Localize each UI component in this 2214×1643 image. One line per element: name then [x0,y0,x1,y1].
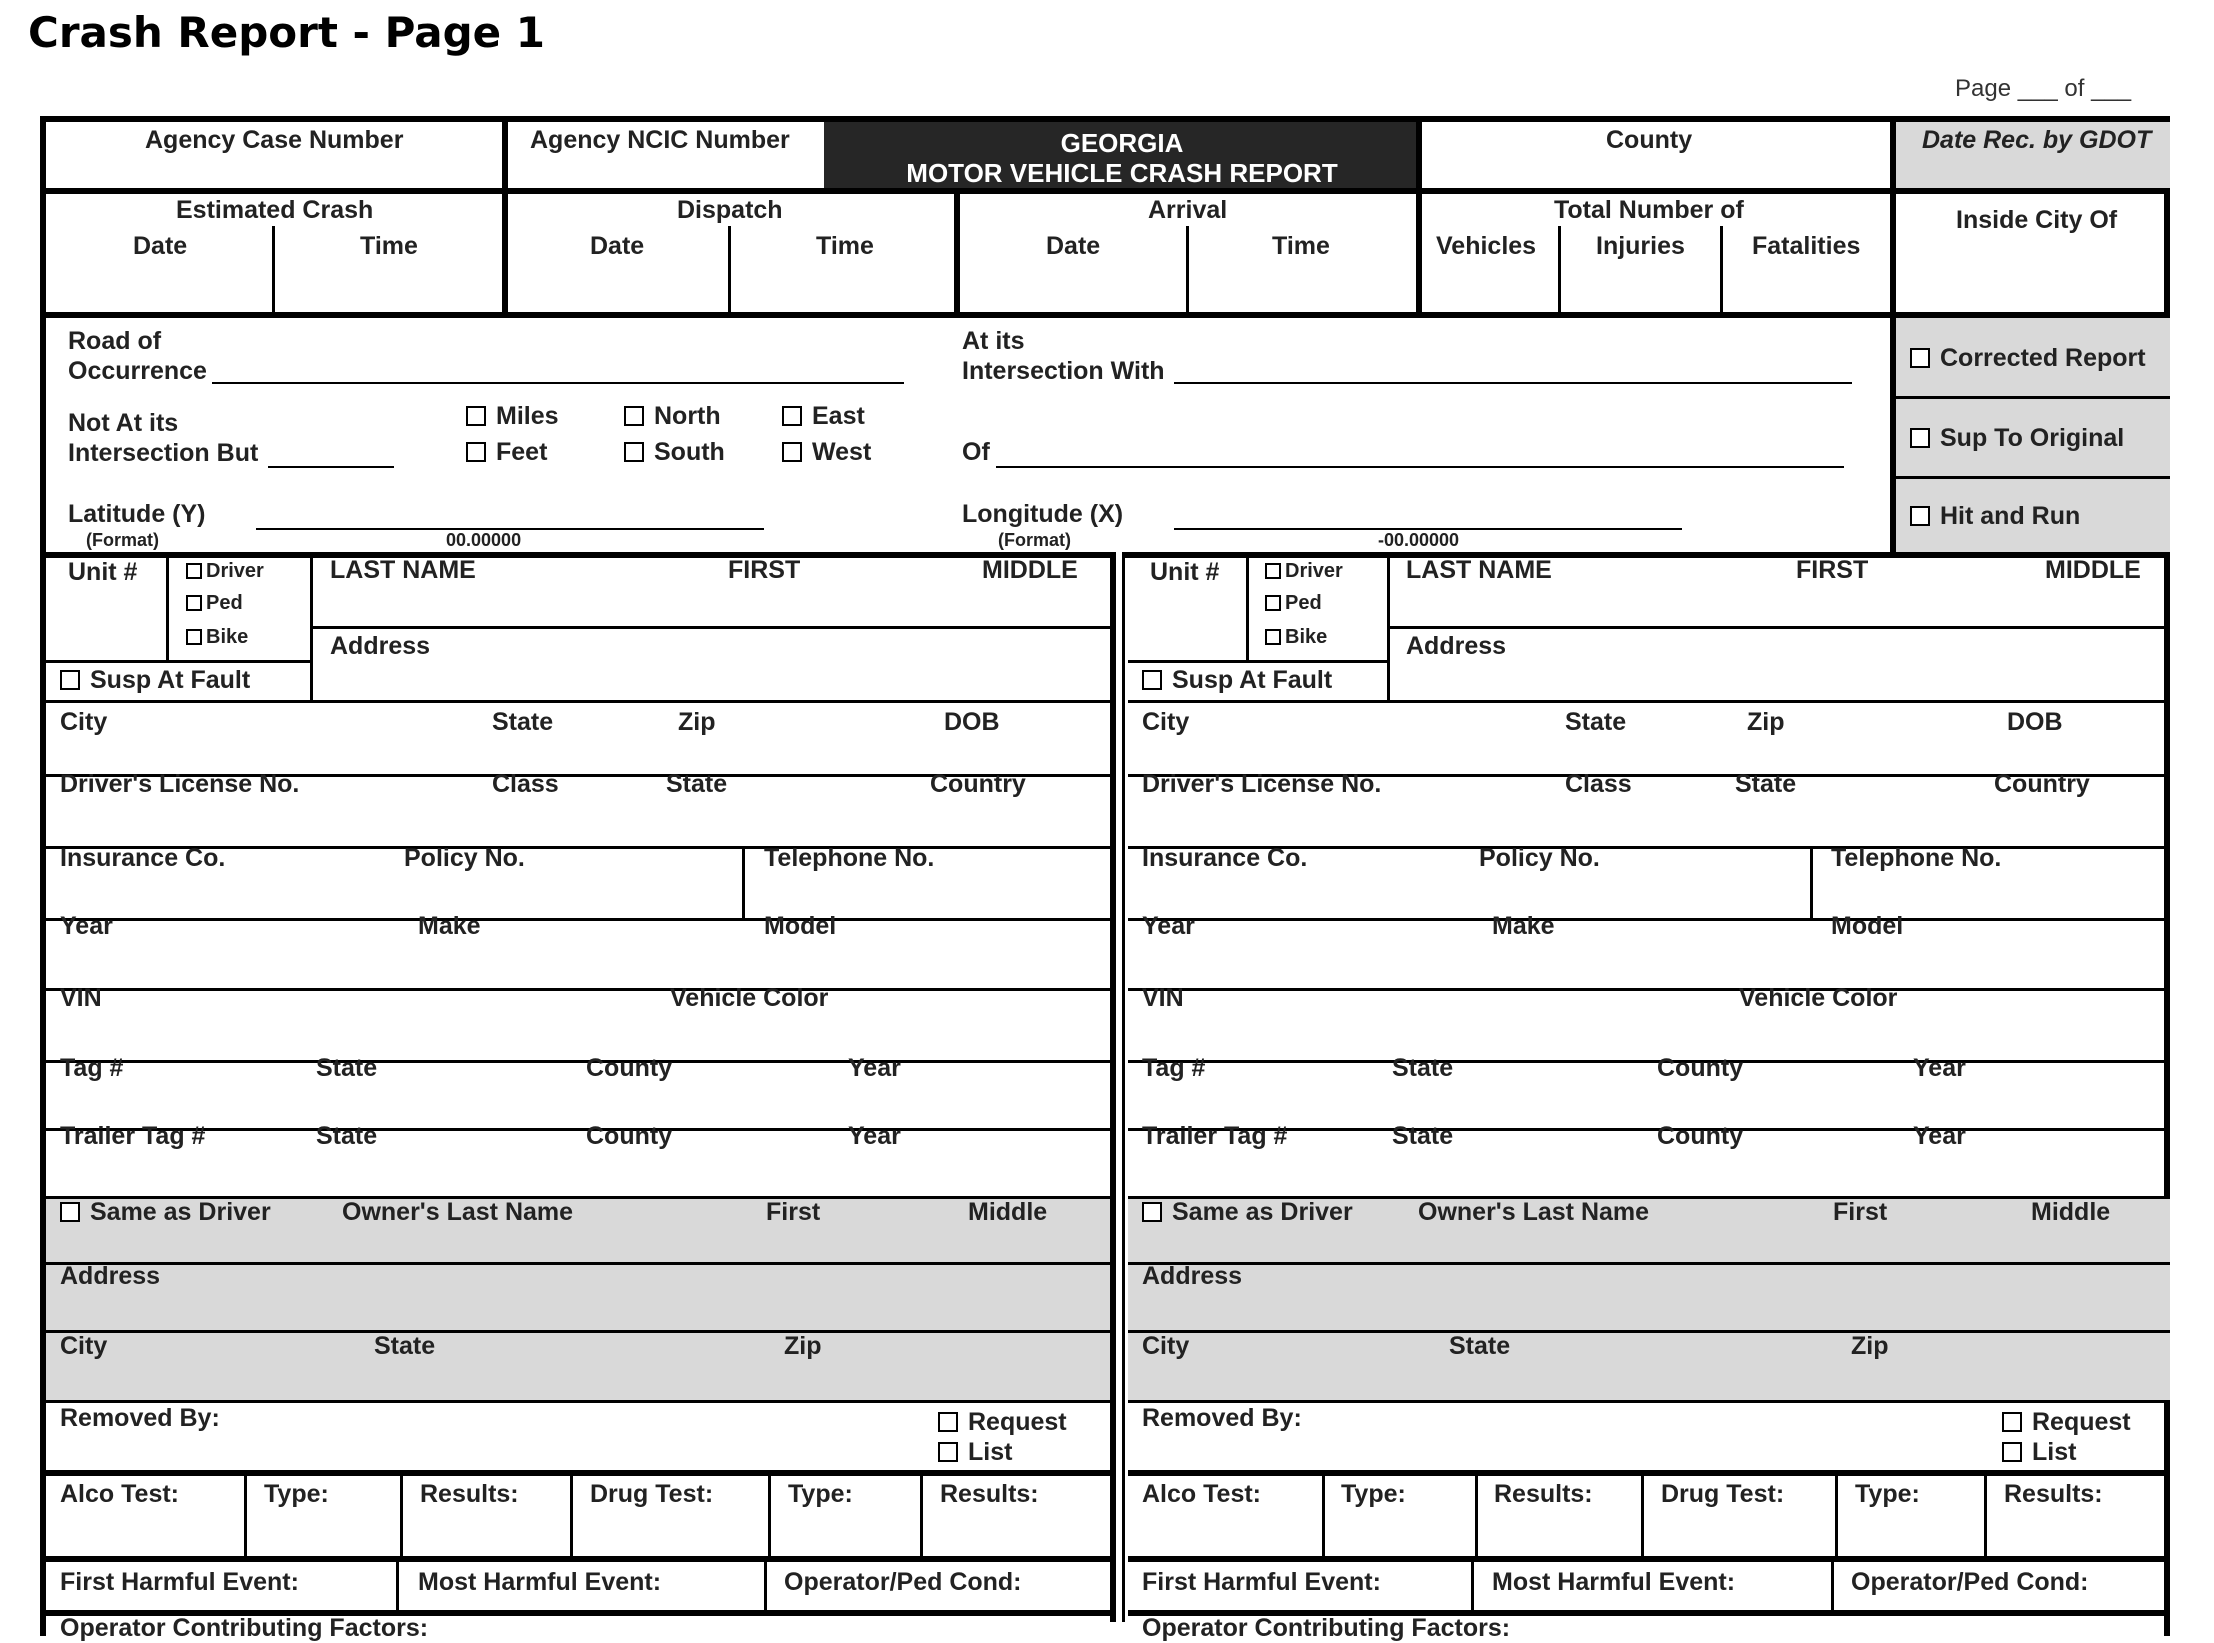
longitude-label: Longitude (X) [962,500,1124,528]
unit2-owner-first-label: First [1833,1198,1888,1226]
unit1-susp-fault-checkbox[interactable]: Susp At Fault [60,666,250,695]
est-time-label: Time [360,232,418,260]
unit2-owner-address-label: Address [1142,1262,1243,1290]
unit1-tag-state-label: State [316,1054,378,1082]
unit1-alco-type-label: Type: [264,1480,329,1508]
road-label: Road of Occurrence [68,327,207,385]
unit2-unit-label: Unit # [1150,558,1220,586]
unit2-contrib-label: Operator Contributing Factors: [1142,1614,1511,1642]
inside-city-label: Inside City Of [1956,206,2118,234]
unit2-state-label: State [1565,708,1627,736]
unit2-last-name-label: LAST NAME [1406,556,1552,584]
north-checkbox[interactable]: North [624,402,721,431]
unit1-driver-checkbox[interactable]: Driver [186,560,264,583]
unit1-owner-address-label: Address [60,1262,161,1290]
unit2-insurance-label: Insurance Co. [1142,844,1308,872]
unit1-owner-first-label: First [766,1198,821,1226]
report-name: MOTOR VEHICLE CRASH REPORT [906,158,1338,188]
agency-case-label: Agency Case Number [145,126,404,154]
unit1-last-name-label: LAST NAME [330,556,476,584]
unit1-list-checkbox[interactable]: List [938,1438,1012,1467]
lon-format-value: -00.00000 [1378,530,1460,550]
miles-checkbox[interactable]: Miles [466,402,559,431]
unit2-class-label: Class [1565,770,1632,798]
unit2-zip-label: Zip [1747,708,1785,736]
unit1-most-harm-label: Most Harmful Event: [418,1568,662,1596]
unit2-ped-checkbox[interactable]: Ped [1265,592,1322,615]
unit1-dl-state-label: State [666,770,728,798]
unit2-same-driver-checkbox[interactable]: Same as Driver [1142,1198,1353,1227]
lat-format-value: 00.00000 [446,530,522,550]
unit1-alco-results-label: Results: [420,1480,519,1508]
unit1-bike-checkbox[interactable]: Bike [186,626,248,649]
lon-format-label: (Format) [998,530,1071,550]
owner-section-right [1128,1196,2170,1402]
arrival-time-label: Time [1272,232,1330,260]
unit2-list-checkbox[interactable]: List [2002,1438,2076,1467]
unit2-tag-county-label: County [1657,1054,1744,1082]
unit2-trailer-county-label: County [1657,1122,1744,1150]
unit1-insurance-label: Insurance Co. [60,844,226,872]
unit2-phone-label: Telephone No. [1831,844,2002,872]
unit1-first-label: FIRST [728,556,801,584]
page-of: Page ___ of ___ [1955,75,2132,102]
unit2-color-label: Vehicle Color [1739,984,1898,1012]
latitude-label: Latitude (Y) [68,500,206,528]
unit1-year-label: Year [60,912,113,940]
unit1-make-label: Make [418,912,481,940]
at-intersection-label: At its Intersection With [962,327,1165,385]
unit1-first-harm-label: First Harmful Event: [60,1568,299,1596]
unit2-tag-state-label: State [1392,1054,1454,1082]
unit1-city-label: City [60,708,108,736]
unit2-dl-label: Driver's License No. [1142,770,1382,798]
dispatch-time-label: Time [816,232,874,260]
lat-format-label: (Format) [86,530,159,550]
unit1-model-label: Model [764,912,837,940]
unit2-most-harm-label: Most Harmful Event: [1492,1568,1736,1596]
unit2-policy-label: Policy No. [1479,844,1600,872]
unit1-trailer-year-label: Year [848,1122,901,1150]
county-label: County [1606,126,1693,154]
unit2-vin-label: VIN [1142,984,1184,1012]
unit2-make-label: Make [1492,912,1555,940]
unit1-middle-label: MIDDLE [982,556,1078,584]
unit2-owner-last-label: Owner's Last Name [1418,1198,1650,1226]
unit2-city-label: City [1142,708,1190,736]
unit1-trailer-label: Trailer Tag # [60,1122,206,1150]
unit2-trailer-year-label: Year [1913,1122,1966,1150]
unit2-owner-city-label: City [1142,1332,1190,1360]
unit1-class-label: Class [492,770,559,798]
unit2-drug-label: Drug Test: [1661,1480,1785,1508]
dispatch-date-label: Date [590,232,645,260]
unit1-tag-county-label: County [586,1054,673,1082]
unit2-dob-label: DOB [2007,708,2063,736]
state-name: GEORGIA [1060,128,1184,158]
south-checkbox[interactable]: South [624,438,725,467]
unit2-tag-label: Tag # [1142,1054,1206,1082]
arrival-label: Arrival [1148,196,1228,224]
total-number-label: Total Number of [1554,196,1744,224]
injuries-label: Injuries [1596,232,1685,260]
unit2-op-cond-label: Operator/Ped Cond: [1851,1568,2089,1596]
unit1-owner-last-label: Owner's Last Name [342,1198,574,1226]
unit1-removed-label: Removed By: [60,1404,220,1432]
unit2-bike-checkbox[interactable]: Bike [1265,626,1327,649]
not-intersection-label: Not At its Intersection But [68,409,259,467]
unit1-tag-year-label: Year [848,1054,901,1082]
unit1-request-checkbox[interactable]: Request [938,1408,1067,1437]
unit1-unit-label: Unit # [68,558,138,586]
unit1-trailer-county-label: County [586,1122,673,1150]
unit2-dl-state-label: State [1735,770,1797,798]
report-title-box [824,122,1420,192]
unit1-vin-label: VIN [60,984,102,1012]
unit2-driver-checkbox[interactable]: Driver [1265,560,1343,583]
unit1-policy-label: Policy No. [404,844,525,872]
unit1-zip-label: Zip [678,708,716,736]
owner-section-left [46,1196,1110,1402]
unit1-drug-label: Drug Test: [590,1480,714,1508]
unit1-address-label: Address [330,632,431,660]
fatalities-label: Fatalities [1752,232,1861,260]
unit1-owner-city-label: City [60,1332,108,1360]
unit2-drug-type-label: Type: [1855,1480,1920,1508]
est-date-label: Date [133,232,188,260]
hit-run-checkbox[interactable]: Hit and Run [1910,502,2080,531]
unit1-trailer-state-label: State [316,1122,378,1150]
unit2-alco-type-label: Type: [1341,1480,1406,1508]
vehicles-label: Vehicles [1436,232,1537,260]
unit1-owner-state-label: State [374,1332,436,1360]
feet-checkbox[interactable]: Feet [466,438,547,467]
west-checkbox[interactable]: West [782,438,871,467]
unit2-middle-label: MIDDLE [2045,556,2141,584]
unit2-owner-state-label: State [1449,1332,1511,1360]
unit1-owner-zip-label: Zip [784,1332,822,1360]
unit2-first-harm-label: First Harmful Event: [1142,1568,1381,1596]
arrival-date-label: Date [1046,232,1101,260]
unit1-drug-type-label: Type: [788,1480,853,1508]
unit2-alco-label: Alco Test: [1142,1480,1261,1508]
page-title: Crash Report - Page 1 [28,8,546,57]
corrected-report-checkbox[interactable]: Corrected Report [1910,344,2146,373]
estimated-crash-label: Estimated Crash [176,196,374,224]
unit1-state-label: State [492,708,554,736]
unit2-year-label: Year [1142,912,1195,940]
unit1-dl-label: Driver's License No. [60,770,300,798]
unit2-address-label: Address [1406,632,1507,660]
unit2-owner-middle-label: Middle [2031,1198,2111,1226]
unit1-color-label: Vehicle Color [670,984,829,1012]
unit2-owner-zip-label: Zip [1851,1332,1889,1360]
of-label: Of [962,438,990,466]
east-checkbox[interactable]: East [782,402,865,431]
unit1-owner-middle-label: Middle [968,1198,1048,1226]
unit2-tag-year-label: Year [1913,1054,1966,1082]
unit1-dob-label: DOB [944,708,1000,736]
unit2-trailer-state-label: State [1392,1122,1454,1150]
unit2-alco-results-label: Results: [1494,1480,1593,1508]
agency-ncic-label: Agency NCIC Number [530,126,790,154]
unit2-trailer-label: Trailer Tag # [1142,1122,1288,1150]
unit1-country-label: Country [930,770,1026,798]
unit1-contrib-label: Operator Contributing Factors: [60,1614,429,1642]
unit2-model-label: Model [1831,912,1904,940]
unit2-removed-label: Removed By: [1142,1404,1302,1432]
date-rec-label: Date Rec. by GDOT [1922,126,2152,154]
unit1-op-cond-label: Operator/Ped Cond: [784,1568,1022,1596]
unit2-country-label: Country [1994,770,2090,798]
unit2-first-label: FIRST [1796,556,1869,584]
unit2-request-checkbox[interactable]: Request [2002,1408,2131,1437]
unit1-alco-label: Alco Test: [60,1480,179,1508]
unit1-phone-label: Telephone No. [764,844,935,872]
sup-original-checkbox[interactable]: Sup To Original [1910,424,2124,453]
unit2-susp-fault-checkbox[interactable]: Susp At Fault [1142,666,1332,695]
unit1-ped-checkbox[interactable]: Ped [186,592,243,615]
dispatch-label: Dispatch [677,196,783,224]
unit1-drug-results-label: Results: [940,1480,1039,1508]
unit1-tag-label: Tag # [60,1054,124,1082]
unit1-same-driver-checkbox[interactable]: Same as Driver [60,1198,271,1227]
unit2-drug-results-label: Results: [2004,1480,2103,1508]
